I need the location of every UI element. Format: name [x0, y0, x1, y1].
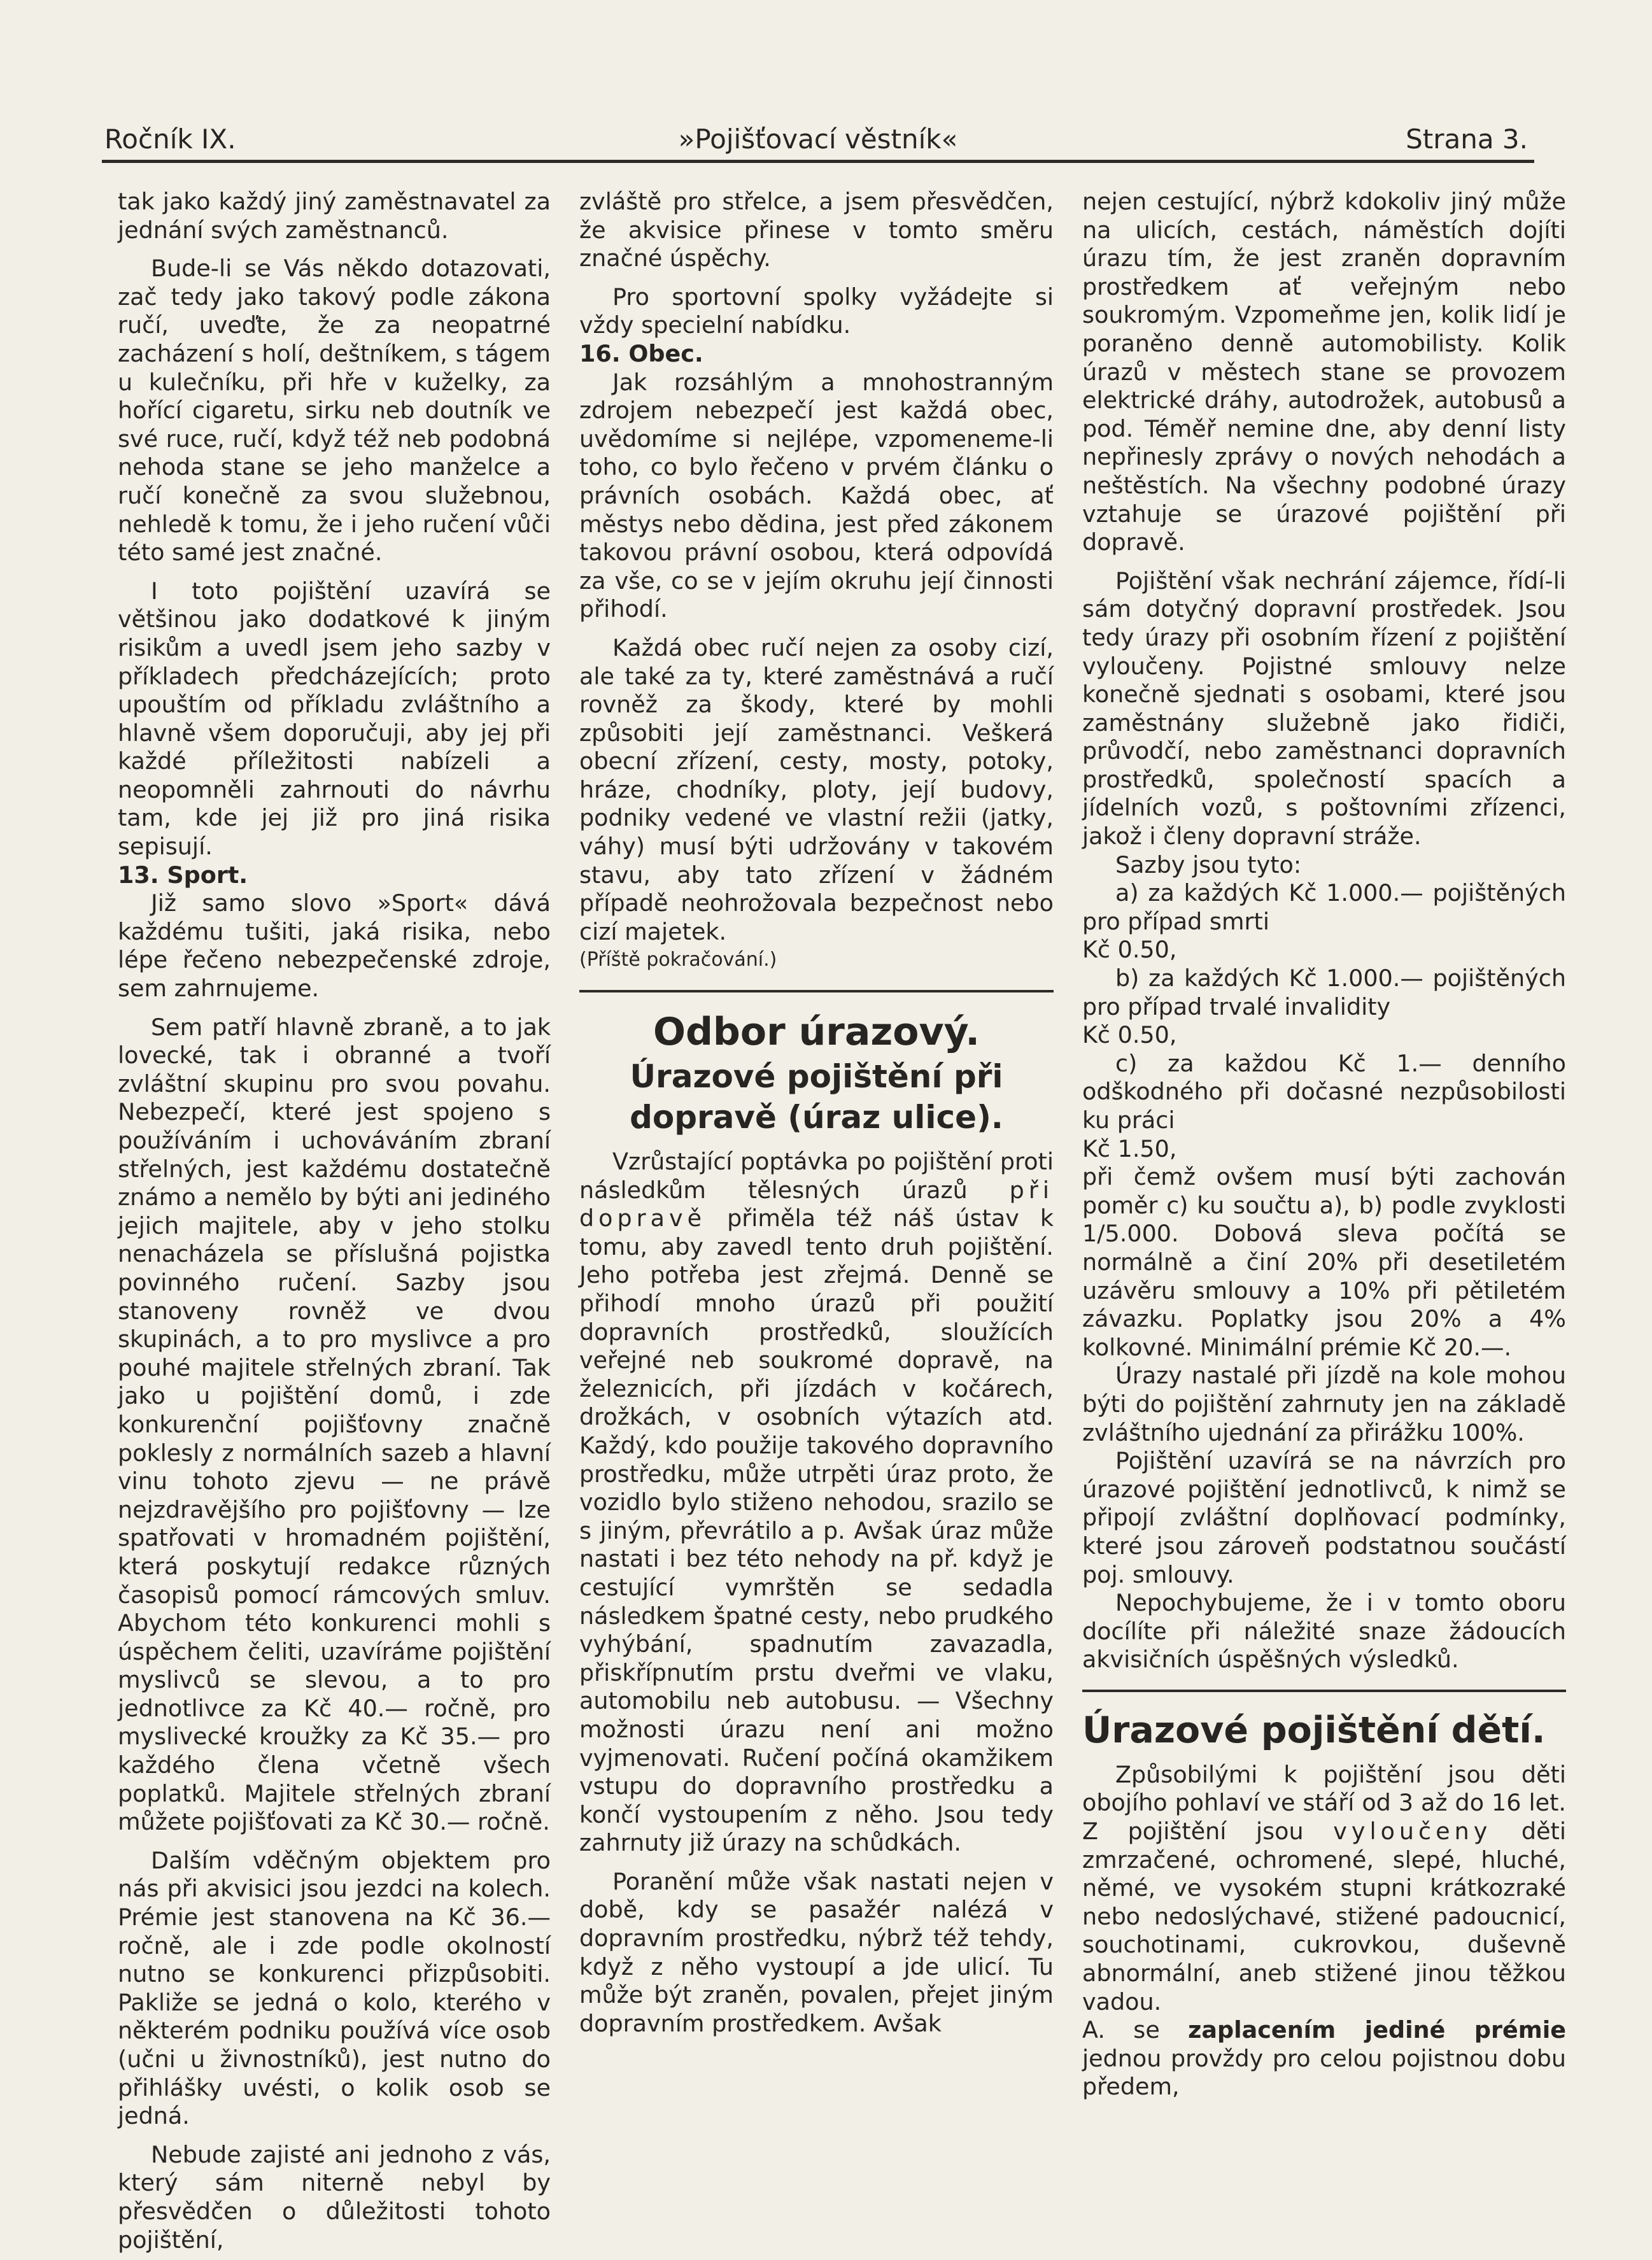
paragraph: Pojištění však nechrání zájemce, řídí-li sám dotyčný dopravní prostředek. Jsou tedy úrazy při osobním řízení z pojištění vyloučeny. Pojistné smlouvy nelze konečně sjednati s osobami, které jsou zaměstnány služebně jako řidiči, průvodčí, nebo zaměstnanci dopravních prostředků, společností spacích a jídelních vozů, s poštovními zřízenci, jakož i členy dopravní stráže. — [1082, 567, 1566, 851]
paragraph: Jak rozsáhlým a mnohostranným zdrojem nebezpečí jest každá obec, uvědomíme si nejlépe, vzpomeneme-li toho, co bylo řečeno v prvém článku o právních osobách. Každá obec, ať městys nebo dědina, jest před zákonem takovou právní osobou, která odpovídá za vše, co se v jejím okruhu její činnosti přihodí. — [579, 368, 1054, 623]
paragraph: Pojištění uzavírá se na návrzích pro úrazové pojištění jednotlivců, k nimž se připojí zvláštní doplňovací podmínky, které jsou zároveň podstatnou součástí poj. smlouvy. — [1082, 1447, 1566, 1588]
paragraph — [579, 1148, 1054, 1858]
continuation-note: (Příště pokračování.) — [579, 949, 777, 971]
paragraph: Již samo slovo »Sport« dává každému tušiti, jaká risika, nebo lépe řečeno nebezpečenské zdroje, sem zahrnujeme. — [118, 889, 551, 1003]
page-number: Strana 3. — [1406, 124, 1528, 155]
bold-emphasis: zaplacením jediné prémie — [1188, 2016, 1567, 2044]
text-run: jednou provždy pro celou pojistnou dobu předem, — [1082, 2044, 1566, 2101]
article-title-doprava: Úrazové pojištění při dopravě (úraz ulice). — [630, 1058, 1003, 1136]
text-run: A. se — [1082, 2016, 1189, 2044]
paragraph: Každá obec ručí nejen za osoby cizí, ale také za ty, které zaměstnává a ručí rovněž za škody, které by mohli způsobiti její zaměstnanci. Veškerá obecní zřízení, cesty, mosty, potoky, hráze, chodníky, ploty, její budovy, podniky vedené ve vlastní režii (jatky, váhy) musí býti udržovány v takovém stavu, aby tato zřízení v žádném případě neohrožovala bezpečnost nebo cizí majetek. — [579, 633, 1054, 945]
paragraph: Nepochybujeme, že i v tomto oboru docílíte při náležité snaze žádoucích akvisičních úspěšných výsledků. — [1082, 1589, 1566, 1674]
rate-value: Kč 0.50, — [1082, 936, 1177, 964]
paragraph: Úrazy nastalé při jízdě na kole mohou býti do pojištění zahrnuty jen na základě zvláštního ujednání za přirážku 100%. — [1082, 1362, 1566, 1446]
paragraph: tak jako každý jiný zaměstnavatel za jednání svých zaměstnanců. — [118, 188, 551, 244]
paragraph — [1082, 2016, 1566, 2101]
paragraph: Bude-li se Vás někdo dotazovati, zač tedy jako takový podle zákona ručí, uveďte, že za neopatrné zacházení s holí, deštníkem, s tágem u kulečníku, při hře v kuželky, za hořící cigaretu, sirku neb doutník ve své ruce, ručí, když též neb podobná nehoda stane se jeho manželce a ručí konečně za svou služebnou, nehledě k tomu, že i jeho ručení vůči této samé jest značné. — [118, 255, 551, 567]
page-header — [102, 118, 1534, 159]
rate-value: Kč 0.50, — [1082, 1021, 1177, 1049]
article-title-deti: Úrazové pojištění dětí. — [1082, 1709, 1546, 1751]
column-2 — [579, 188, 1054, 2038]
paragraph: nejen cestující, nýbrž kdokoliv jiný může na ulicích, cestách, náměstích dojíti úrazu tím, že jest zraněn dopravním prostředkem ať veřejným nebo soukromým. Vzpomeňme jen, kolik lidí je poraněno denně automobilisty. Kolik úrazů v městech stane se provozem elektrické dráhy, autodrožek, autobusů a pod. Téměř nemine dne, aby denní listy nepřinesly zprávy o nových nehodách a neštěstích. Na všechny podobné úrazy vztahuje se úrazové pojištění při dopravě. — [1082, 188, 1566, 556]
paragraph: Poranění může však nastati nejen v době, kdy se pasažér nalézá v dopravním prostředku, nýbrž též tehdy, když z něho vystoupí a jde ulicí. Tu může být zraněn, povalen, přejet jiným dopravním prostředkem. Avšak — [579, 1867, 1054, 2037]
section-divider — [1082, 1690, 1566, 1692]
section-title-urazovy: Odbor úrazový. — [653, 1010, 980, 1055]
rate-text: b) za každých Kč 1.000.— pojištěných pro případ trvalé invalidity — [1082, 964, 1566, 1021]
paragraph: Dalším vděčným objektem pro nás při akvisici jsou jezdci na kolech. Prémie jest stanovena na Kč 36.— ročně, ale i zde podle okolností nutno se konkurenci přizpůsobiti. Pakliže se jedná o kolo, kterého v některém podniku používá více osob (učni u živnostníků), jest nutno do přihlášky uvésti, o kolik osob se jedná. — [118, 1846, 551, 2130]
paragraph — [1082, 1761, 1566, 2016]
volume-label: Ročník IX. — [104, 124, 236, 155]
rate-item-c — [1082, 1050, 1566, 1163]
section-divider — [579, 990, 1054, 992]
paragraph: Sem patří hlavně zbraně, a to jak lovecké, tak i obranné a tvoří zvláštní skupinu pro svou povahu. Nebezpečí, které jest spojeno s používáním i uchováváním zbraní střelných, jest každému dostatečně známo a nemělo by býti ani jediného jejich majitele, aby v jeho stolku nenacházela se příslušná pojistka povinného ručení. Sazby jsou stanoveny rovněž ve dvou skupinách, a to pro myslivce a pro pouhé majitele střelných zbraní. Tak jako u pojištění domů, i zde konkurenční pojišťovny značně poklesly z normálních sazeb a hlavní vinu tohoto zjevu — ne právě nejzdravějšího pro pojišťovny — lze spatřovati v hromadném pojištění, která poskytují redakce různých časopisů pomocí rámcových smluv. Abychom této konkurenci mohli s úspěchem čeliti, uzavíráme pojištění myslivců se slevou, a to pro jednotlivce za Kč 40.— ročně, pro myslivecké kroužky za Kč 35.— pro každého člena včetně všech poplatků. Majitele střelných zbraní můžete pojišťovati za Kč 30.— ročně. — [118, 1013, 551, 1836]
paragraph: zvláště pro střelce, a jsem přesvědčen, že akvisice přinese v tomto směru značné úspěchy. — [579, 188, 1054, 272]
text-run: Vzrůstající poptávka po pojištění proti následkům tělesných úrazů — [579, 1148, 1054, 1204]
section-heading-sport: 13. Sport. — [118, 861, 248, 889]
text-run: přiměla též náš ústav k tomu, aby zavedl tento druh pojištění. Jeho potřeba jest zřejmá. Denně se přihodí mnoho úrazů při použití dopravních prostředků, sloužících veřejné neb soukromé dopravě, na železnicích, při jízdách v kočárech, drožkách, v osobních výtazích atd. Každý, kdo použije takového dopravního prostředku, může utrpěti úraz proto, že vozidlo bylo stiženo nehodou, srazilo se s jiným, převrátilo a p. Avšak úraz může nastati i bez této nehody na př. když je cestující vymrštěn se sedadla následkem špatné cesty, nebo prudkého vyhýbání, spadnutím zavazadla, přiskřípnutím prstu dveřmi ve vlaku, automobilu neb autobusu. — Všechny možnosti úrazu není ani možno vyjmenovati. Ručení počíná okamžikem vstupu do dopravního prostředku a končí vystoupením z něho. Jsou tedy zahrnuty již úrazy na schůdkách. — [579, 1204, 1054, 1857]
rate-text: a) za každých Kč 1.000.— pojištěných pro případ smrti — [1082, 879, 1566, 935]
text-run: Způsobilými k pojištění jsou děti obojího pohlaví ve stáří od 3 až do 16 let. Z pojištění jsou — [1082, 1760, 1566, 1846]
column-3 — [1082, 188, 1566, 2101]
column-1 — [118, 188, 551, 2254]
spaced-emphasis: při dopravě — [579, 1176, 1054, 1232]
rate-item-a — [1082, 879, 1566, 964]
paragraph: Nebude zajisté ani jednoho z vás, který sám niterně nebyl by přesvědčen o důležitosti tohoto pojištění, — [118, 2140, 551, 2254]
rates-intro: Sazby jsou tyto: — [1115, 851, 1302, 879]
rate-value: Kč 1.50, — [1082, 1134, 1177, 1162]
header-rule — [102, 160, 1534, 163]
text-run: děti zmrzačené, ochromené, slepé, hluché, němé, ve vysokém stupni krátkozraké nebo nedoslýchavé, stižené padoucnicí, souchotinami, cukrovkou, duševně abnormální, aneb stižené jinou těžkou vadou. — [1082, 1818, 1566, 2016]
spaced-emphasis: vyloučeny — [1333, 1818, 1492, 1846]
paragraph: I toto pojištění uzavírá se většinou jako dodatkové k jiným risikům a uvedl jsem jeho sazby v příkladech předcházejících; proto upouštím od příkladu zvláštního a hlavně všem doporučuji, aby jej při každé příležitosti nabízeli a neopomněli zahrnouti do návrhu tam, kde jej již pro jiná risika sepisují. — [118, 577, 551, 861]
section-heading-obec: 16. Obec. — [579, 339, 703, 367]
paragraph: Pro sportovní spolky vyžádejte si vždy specielní nabídku. — [579, 283, 1054, 339]
rate-text: c) za každou Kč 1.— denního odškodného při dočasné nezpůsobilosti ku práci — [1082, 1049, 1566, 1134]
journal-title: »Pojišťovací věstník« — [678, 124, 958, 155]
rate-item-b — [1082, 964, 1566, 1050]
paragraph: při čemž ovšem musí býti zachován poměr c) ku součtu a), b) podle zvyklosti 1/5.000. Dobová sleva počítá se normálně a činí 20% při desetiletém uzávěru smlouvy a 10% při pětiletém závazku. Poplatky jsou 20% a 4% kolkovné. Minimální prémie Kč 20.—. — [1082, 1163, 1566, 1361]
